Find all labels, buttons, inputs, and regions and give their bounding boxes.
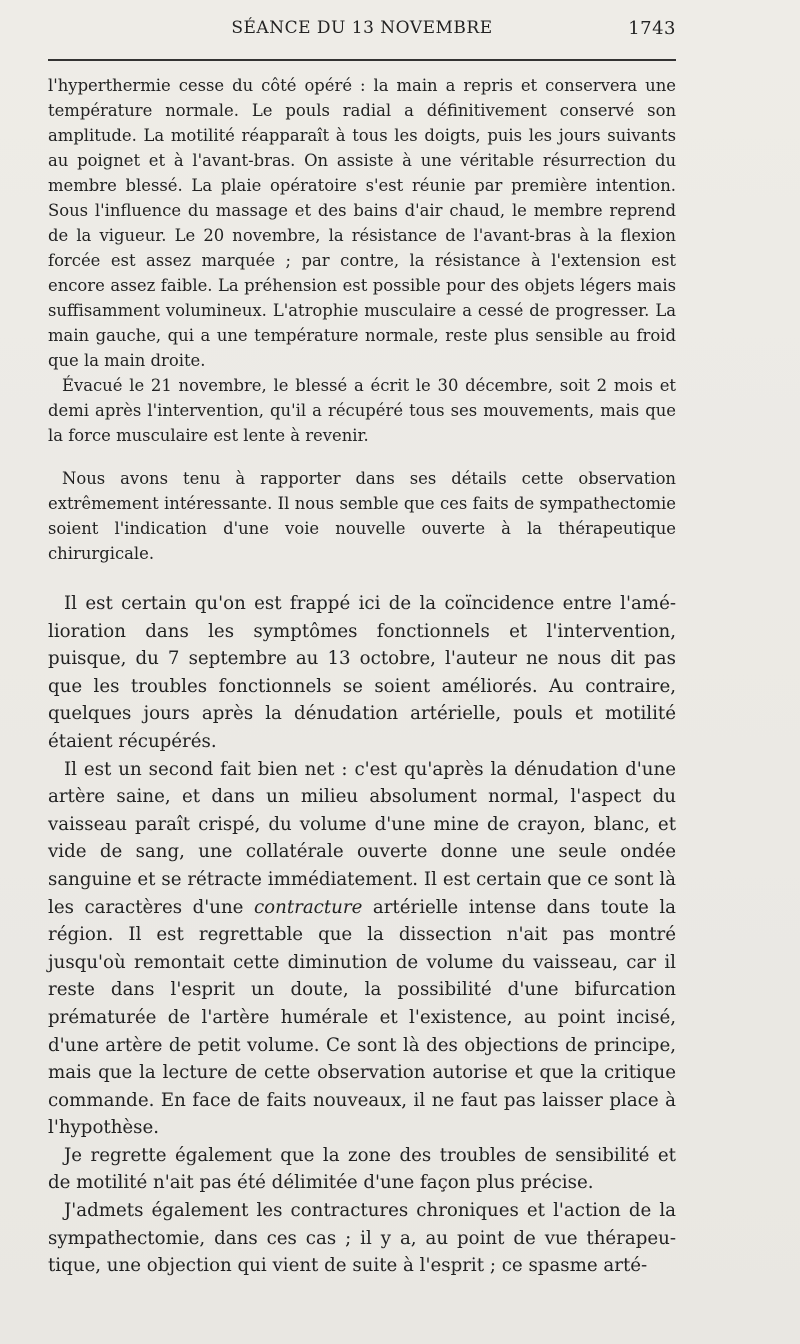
second-fact-text-before: Il est un second fait bien net : c'est qu'après la dénudation d'une artère saine, et dans un milieu absolument normal, l'aspect du vaisseau paraît crispé, du volume d'une mine de crayon, blanc, et vide de sang, une collatérale ouverte donne une seule ondée sanguine et se rétracte immédiatement. Il est certain que ce sont là les caractères d'une bbox=[48, 758, 676, 918]
paragraph-second-fact bbox=[48, 756, 676, 1142]
header-rule bbox=[48, 59, 676, 61]
paragraph-contractures: J'admets également les contractures chroniques et l'action de la sympathectomie, dans ces cas ; il y a, au point de vue thérapeutique, une objection qui vient de suite à l'esprit ; ce spasme arté- bbox=[48, 1200, 676, 1277]
paragraph-clinical-course: l'hyperthermie cesse du côté opéré : la main a repris et conservera une température normale. Le pouls radial a définitivement conservé son amplitude. La motilité réapparaît à tous les doigts, puis les jours suivants au poignet et à l'avant-bras. On assiste à une véritable résurrection du membre blessé. La plaie opératoire s'est réunie par première intention. Sous l'influence du massage et des bains d'air chaud, le membre reprend de la vigueur. Le 20 novembre, la résistance de l'avant-bras à la flexion forcée est assez marquée ; par contre, la résistance à l'extension est encore assez faible. La préhension est possible pour des objets légers mais suffisamment volumineux. L'atrophie musculaire a cessé de progresser. La main gauche, qui a une température normale, reste plus sensible au froid que la main droite. bbox=[48, 76, 676, 370]
paragraph-commentary: Nous avons tenu à rapporter dans ses détails cette observation extrêmement intéressante. Il nous semble que ces faits de sympathectomie soient l'indication d'une voie nouvelle ouverte à la thérapeutique chirurgicale. bbox=[48, 469, 676, 563]
second-fact-text-after: artérielle intense dans toute la région. Il est regrettable que la dissection n'ait pas montré jusqu'où remontait cette diminution de volume du vaisseau, car il reste dans l'esprit un doute, la possibilité d'une bifurcation prématurée de l'artère humérale et l'existence, au point incisé, d'une artère de petit volume. Ce sont là des objections de principe, mais que la lecture de cette observation autorise et que la critique commande. En face de faits nouveaux, il ne faut pas laisser place à l'hypothèse. bbox=[48, 896, 676, 1139]
second-fact-emphasis: contracture bbox=[253, 896, 363, 918]
paragraph-evacuation: Évacué le 21 novembre, le blessé a écrit le 30 décembre, soit 2 mois et demi après l'intervention, qu'il a récupéré tous ses mouvements, mais que la force musculaire est lente à revenir. bbox=[48, 376, 676, 445]
page-body bbox=[48, 73, 676, 1280]
paragraph-coincidence: Il est certain qu'on est frappé ici de la coïncidence entre l'amélioration dans les symptômes fonctionnels et l'intervention, puisque, du 7 septembre au 13 octobre, l'auteur ne nous dit pas que les troubles fonctionnels se soient améliorés. Au contraire, quelques jours après la dénudation artérielle, pouls et motilité étaient récupérés. bbox=[48, 593, 676, 752]
paragraph-regret: Je regrette également que la zone des troubles de sensibilité et de motilité n'ait pas été délimitée d'une façon plus précise. bbox=[48, 1144, 676, 1194]
page-header bbox=[48, 18, 676, 46]
page-number: 1743 bbox=[628, 18, 676, 39]
running-title: SÉANCE DU 13 NOVEMBRE bbox=[231, 18, 493, 38]
